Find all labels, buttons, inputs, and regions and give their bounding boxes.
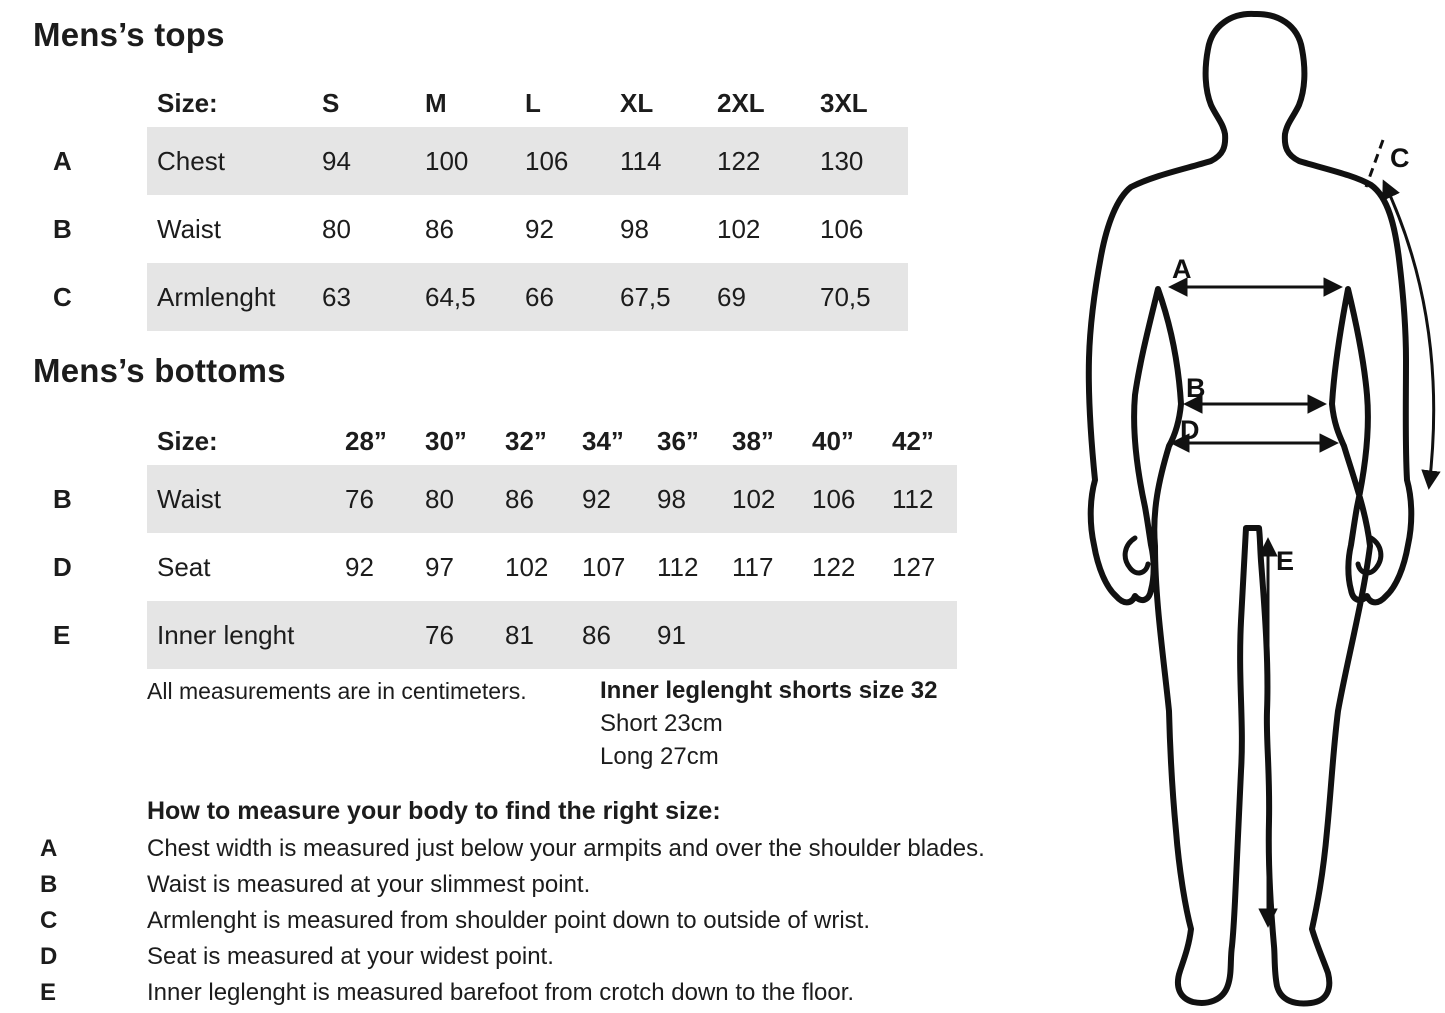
cell-value: 130 [818,127,908,195]
howto-text: Seat is measured at your widest point. [147,943,554,970]
figure-label-d: D [1180,415,1200,445]
table-row [44,465,957,533]
howto-letter: D [40,943,58,970]
cell-value: 112 [890,465,957,533]
cell-value: 64,5 [423,263,523,331]
table-row [44,601,957,669]
cell-value [730,601,810,669]
bottoms-size-table [44,418,957,669]
cell-value: 102 [505,551,549,582]
row-letter: B [53,213,72,244]
cell-value: 76 [423,601,503,669]
howto-item [40,831,1190,867]
tops-size-table [44,80,908,331]
row-label: Armlenght [147,263,320,331]
row-label: Seat [157,551,211,582]
shorts-note-title: Inner leglenght shorts size 32 [600,677,938,704]
howto-item [40,975,1190,1011]
cell-value: 97 [425,551,454,582]
cell-value: 106 [523,127,618,195]
bottoms-section-title: Mens’s bottoms [33,352,286,389]
figure-label-b: B [1186,373,1206,403]
cell-value: 127 [892,551,936,582]
cell-value: 80 [322,213,351,244]
cell-value: 106 [810,465,890,533]
row-letter: A [53,145,72,176]
howto-letter: B [40,871,58,898]
howto-item [40,903,1190,939]
howto-item [40,867,1190,903]
size-column-header: 40” [812,426,854,456]
header-spacer [44,418,147,465]
cell-value: 91 [655,601,730,669]
howto-letter: C [40,907,58,934]
cell-value: 69 [715,263,818,331]
cell-value: 86 [580,601,655,669]
size-column-header: 2XL [717,88,765,118]
cell-value: 76 [343,465,423,533]
cell-value [890,601,957,669]
cell-value: 86 [425,213,454,244]
howto-item [40,939,1190,975]
cell-value: 92 [580,465,655,533]
figure-label-e: E [1276,546,1295,576]
cell-value: 86 [503,465,580,533]
cell-value [810,601,890,669]
row-letter: B [53,483,72,514]
shorts-leglength-note [600,674,937,773]
cell-value: 122 [715,127,818,195]
size-column-header: 28” [345,426,387,456]
cell-value: 114 [618,127,715,195]
cell-value: 106 [820,213,864,244]
cell-value [343,601,423,669]
cell-value: 100 [423,127,523,195]
cell-value: 107 [582,551,626,582]
cell-value: 98 [655,465,730,533]
cell-value: 92 [345,551,374,582]
size-column-header: 30” [425,426,467,456]
cell-value: 63 [320,263,423,331]
row-letter: C [53,281,72,312]
size-column-header: 38” [732,426,774,456]
size-column-header: 34” [582,426,624,456]
size-column-header: 32” [505,426,547,456]
size-column-header: L [525,88,541,118]
shorts-note-long: Long 27cm [600,743,719,770]
cell-value: 102 [730,465,810,533]
cell-value: 70,5 [818,263,908,331]
table-row [44,263,908,331]
cell-value: 81 [503,601,580,669]
size-column-header: 3XL [820,88,868,118]
shorts-note-short: Short 23cm [600,710,723,737]
figure-label-c: C [1390,143,1410,173]
cell-value: 98 [620,213,649,244]
size-column-header: M [425,88,447,118]
cell-value: 102 [717,213,761,244]
row-label: Waist [147,465,343,533]
howto-text: Inner leglenght is measured barefoot from crotch down to the floor. [147,979,855,1006]
row-letter: E [53,619,71,650]
figure-label-a: A [1172,254,1192,284]
size-label: Size: [157,426,218,456]
cell-value: 66 [523,263,618,331]
tops-section-title: Mens’s tops [33,16,225,53]
row-letter: D [53,551,72,582]
header-spacer [44,80,147,127]
cell-value: 122 [812,551,856,582]
size-column-header: 42” [892,426,934,456]
table-row [44,195,908,263]
cell-value: 67,5 [618,263,715,331]
howto-text: Chest width is measured just below your armpits and over the shoulder blades. [147,835,985,862]
size-header-row [44,80,908,127]
shoulder-dash-line [1366,140,1383,187]
units-note: All measurements are in centimeters. [147,678,527,704]
cell-value: 112 [657,551,699,582]
howto-list [40,831,1190,1011]
cell-value: 94 [320,127,423,195]
body-measurement-diagram [1055,0,1445,1013]
howto-text: Waist is measured at your slimmest point. [147,871,591,898]
cell-value: 117 [732,551,774,582]
howto-heading: How to measure your body to find the right size: [147,797,721,825]
cell-value: 80 [423,465,503,533]
size-column-header: XL [620,88,654,118]
howto-letter: A [40,835,58,862]
table-row [44,533,957,601]
howto-letter: E [40,979,57,1006]
row-label: Waist [157,213,222,244]
size-label: Size: [157,88,218,118]
row-label: Chest [147,127,320,195]
size-header-row [44,418,957,465]
size-column-header: 36” [657,426,699,456]
howto-text: Armlenght is measured from shoulder point down to outside of wrist. [147,907,871,934]
size-column-header: S [322,88,340,118]
table-row [44,127,908,195]
body-outline [1089,14,1411,1004]
cell-value: 92 [525,213,554,244]
row-label: Inner lenght [147,601,343,669]
